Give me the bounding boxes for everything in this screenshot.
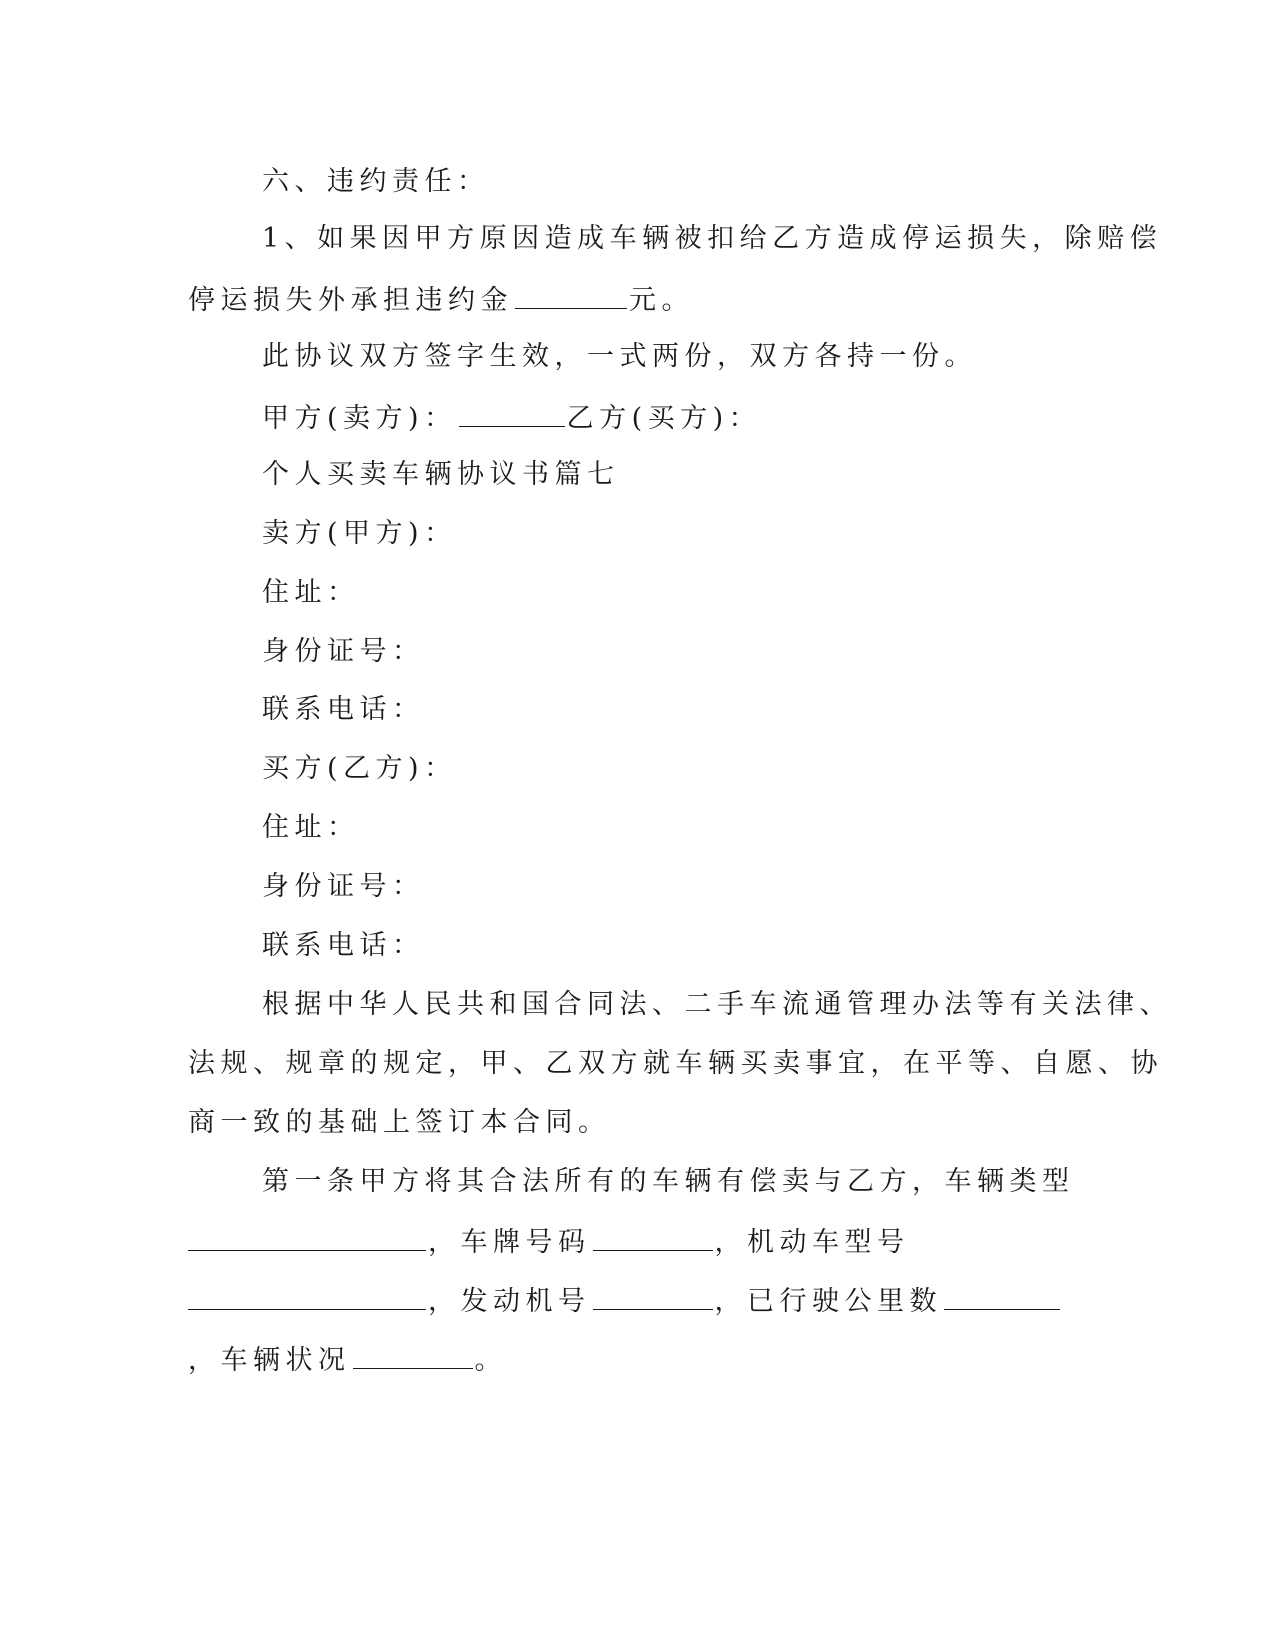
article-1-line-1: 第一条甲方将其合法所有的车辆有偿卖与乙方，车辆类型 [262,1166,1075,1197]
clause-1-line-2-prefix: 停运损失外承担违约金 [188,285,513,316]
seller-label: 卖方(甲方)： [262,518,457,549]
mileage-label: ，已行驶公里数 [714,1286,942,1317]
preamble-line-3: 商一致的基础上签订本合同。 [188,1107,611,1138]
clause-1-line-2-suffix: 元。 [629,285,694,316]
penalty-amount-blank[interactable] [515,278,627,309]
preamble-line-1: 根据中华人民共和国合同法、二手车流通管理办法等有关法律、 [262,989,1172,1020]
vehicle-type-blank[interactable] [188,1220,426,1251]
plate-label: ，车牌号码 [428,1227,591,1258]
model-label: ，机动车型号 [714,1227,910,1258]
buyer-phone: 联系电话： [262,930,425,961]
condition-label: ，车辆状况 [188,1345,351,1376]
engine-label: ，发动机号 [428,1286,591,1317]
buyer-label: 买方(乙方)： [262,753,457,784]
condition-blank[interactable] [353,1338,473,1369]
article-1-line-2 [188,1220,1068,1263]
vehicle-model-blank[interactable] [188,1279,426,1310]
article-1-line-4 [188,1338,1068,1381]
signature-party-a: 甲方(卖方)： [262,403,457,434]
end-period: 。 [474,1345,507,1376]
buyer-id: 身份证号： [262,871,425,902]
agreement-title: 个人买卖车辆协议书篇七 [262,459,620,490]
seller-phone: 联系电话： [262,694,425,725]
engine-number-blank[interactable] [593,1279,713,1310]
section-heading: 六、违约责任： [262,166,490,197]
signature-party-b: 乙方(买方)： [566,403,762,434]
seller-id: 身份证号： [262,636,425,667]
article-1-line-3 [188,1279,1068,1322]
clause-1-line-2 [188,278,1068,321]
signature-line [262,396,1068,439]
party-a-signature-blank[interactable] [459,396,565,427]
clause-1-line-1: 1、如果因甲方原因造成车辆被扣给乙方造成停运损失，除赔偿 [262,223,1163,254]
mileage-blank[interactable] [944,1279,1060,1310]
effective-clause: 此协议双方签字生效，一式两份，双方各持一份。 [262,341,977,372]
buyer-address: 住址： [262,812,360,843]
plate-number-blank[interactable] [593,1220,713,1251]
seller-address: 住址： [262,577,360,608]
preamble-line-2: 法规、规章的规定，甲、乙双方就车辆买卖事宜，在平等、自愿、协 [188,1048,1163,1079]
